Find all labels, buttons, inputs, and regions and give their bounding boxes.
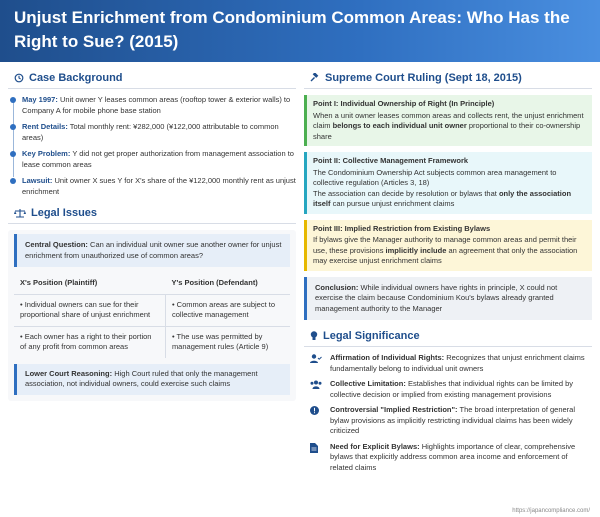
timeline-dot xyxy=(10,124,16,130)
table-cell: • Each owner has a right to their portion of any profit from common areas xyxy=(14,326,165,358)
ruling-conclusion: Conclusion: While individual owners have rights in principle, X could not exercise the claim because Condominium Kou's bylaws already granted management authority to the Manager xyxy=(304,277,592,321)
lightbulb-icon xyxy=(310,331,318,341)
table-cell: • Individual owners can sue for their proportional share of unjust enrichment xyxy=(14,294,165,326)
timeline-item: Rent Details: Total monthly rent: ¥282,000 (¥122,000 attributable to common areas) xyxy=(22,122,296,143)
significance-list xyxy=(304,353,592,473)
significance-item: Controversial "Implied Restriction": The broad interpretation of general bylaw provisions as implicitly restricting individual claims has been widely criticized xyxy=(304,405,592,437)
significance-item: Affirmation of Individual Rights: Recognizes that unjust enrichment claims fundamentally belong to individual unit owners xyxy=(304,353,592,374)
table-row xyxy=(14,294,290,326)
ruling-point-3: Point III: Implied Restriction from Existing Bylaws If bylaws give the Manager authority to manage common areas and permit their use, these provisions implicitly include an agreement that only the association may exercise unjust enrichment claims xyxy=(304,220,592,271)
table-cell: • The use was permitted by management rules (Article 9) xyxy=(171,331,269,351)
case-timeline xyxy=(8,95,296,197)
user-check-icon xyxy=(310,354,322,363)
ruling-heading: Supreme Court Ruling (Sept 18, 2015) xyxy=(304,70,592,89)
ruling-point-2: Point II: Collective Management Framework The Condominium Ownership Act subjects common area management to collective regulation (Articles 3, 18) The association can decide by resolution or bylaws that only the association itself can pursue unjust enrichment claims xyxy=(304,152,592,214)
significance-item: Collective Limitation: Establishes that individual rights can be limited by collective decision or implied from existing management provisions xyxy=(304,379,592,400)
timeline-dot xyxy=(10,178,16,184)
users-icon xyxy=(310,380,322,389)
timeline-item: Lawsuit: Unit owner X sues Y for X's share of the ¥122,000 monthly rent as unjust enrichment xyxy=(22,176,296,197)
significance-heading: Legal Significance xyxy=(304,328,592,347)
table-cell: • Common areas are subject to collective management xyxy=(165,294,290,326)
legal-issues-heading: Legal Issues xyxy=(8,205,296,224)
timeline-item: May 1997: Unit owner Y leases common areas (rooftop tower & exterior walls) to Company A for mobile phone base station xyxy=(22,95,296,116)
footer-url: https://japancompliance.com/ xyxy=(512,508,590,514)
timeline-dot xyxy=(10,151,16,157)
left-column xyxy=(8,70,296,478)
plaintiff-header: X's Position (Plaintiff) xyxy=(14,273,165,294)
significance-item: Need for Explicit Bylaws: Highlights importance of clear, comprehensive bylaws that explicitly address common area income and enforcement of related claims xyxy=(304,442,592,474)
ruling-point-1: Point I: Individual Ownership of Right (In Principle) When a unit owner leases common areas and collects rent, the unjust enrichment claim belongs to each individual unit owner proportional to their co-ownership share xyxy=(304,95,592,146)
table-row xyxy=(14,326,290,358)
exclamation-icon xyxy=(310,406,319,415)
legal-issues-card xyxy=(8,230,296,401)
right-column xyxy=(304,70,592,478)
page-title: Unjust Enrichment from Condominium Common Areas: Who Has the Right to Sue? (2015) xyxy=(14,8,570,51)
gavel-icon xyxy=(310,73,320,83)
lower-court-reasoning: Lower Court Reasoning: High Court ruled that only the management association, not individual owners, could exercise such claims xyxy=(14,364,290,395)
page-header xyxy=(0,0,600,62)
timeline-item: Key Problem: Y did not get proper authorization from management association to lease common areas xyxy=(22,149,296,170)
central-question: Central Question: Can an individual unit owner sue another owner for unjust enrichment from unauthorized use of common areas? xyxy=(14,234,290,267)
document-icon xyxy=(310,443,318,453)
history-icon xyxy=(14,73,24,83)
case-background-heading: Case Background xyxy=(8,70,296,89)
defendant-header: Y's Position (Defendant) xyxy=(165,273,290,294)
positions-table xyxy=(14,273,290,358)
scale-icon xyxy=(14,208,26,218)
timeline-dot xyxy=(10,97,16,103)
